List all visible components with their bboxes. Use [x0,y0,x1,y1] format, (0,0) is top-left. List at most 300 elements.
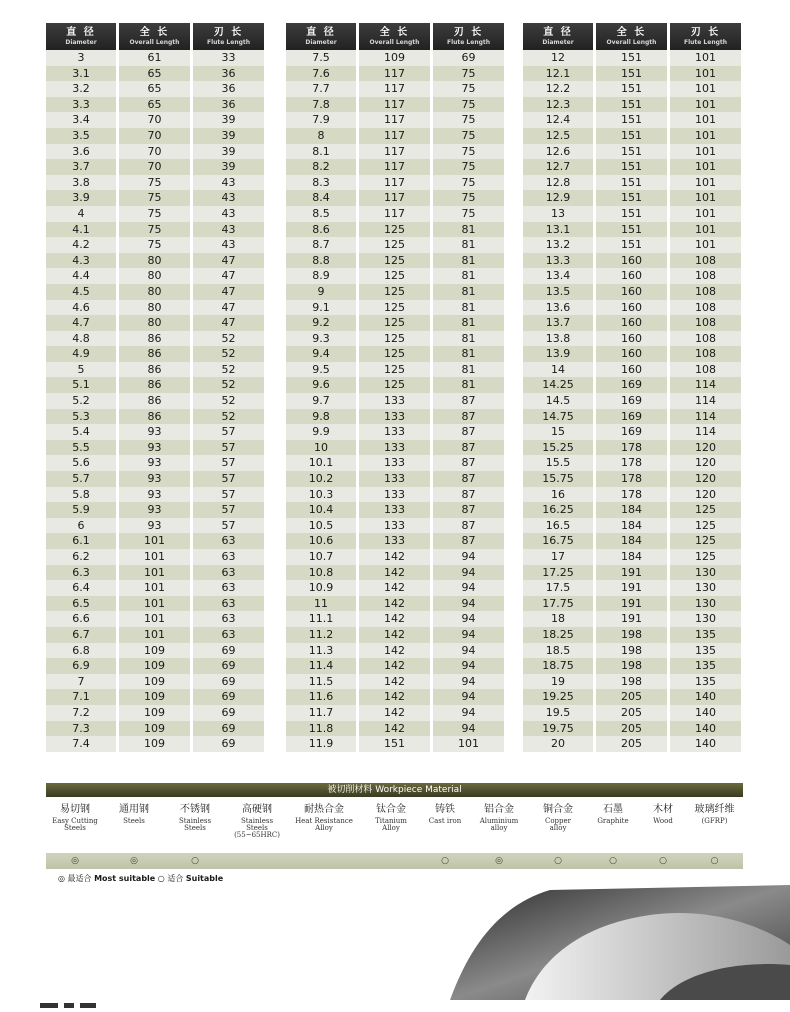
cell-diameter: 10.4 [286,502,356,518]
cell-diameter: 9.3 [286,331,356,347]
material-item [360,805,422,851]
table-row [46,268,264,284]
table-row [46,643,264,659]
table-row [46,455,264,471]
cell-overall-length: 133 [359,440,430,456]
cell-diameter: 8.9 [286,268,356,284]
cell-overall-length: 93 [119,424,190,440]
cell-flute-length: 39 [193,159,264,175]
cell-flute-length: 125 [670,502,741,518]
cell-diameter: 13 [523,206,593,222]
material-name-zh: 耐热合金 [304,804,344,815]
cell-flute-length: 75 [433,159,504,175]
spec-table-body [46,50,264,752]
cell-overall-length: 101 [119,580,190,596]
cell-flute-length: 87 [433,393,504,409]
table-row [286,268,504,284]
table-row [523,565,741,581]
cell-flute-length: 101 [670,222,741,238]
cell-flute-length: 39 [193,112,264,128]
material-name-zh: 不锈钢 [180,804,210,815]
table-row [46,362,264,378]
table-row [286,643,504,659]
cell-flute-length: 87 [433,502,504,518]
header-overall-length: 全 长 Overall Length [119,23,190,50]
cell-diameter: 5 [46,362,116,378]
table-row [523,424,741,440]
cell-diameter: 6 [46,518,116,534]
cell-overall-length: 142 [359,611,430,627]
suitability-mark: ○ [659,856,667,866]
cell-diameter: 7.4 [46,736,116,752]
cell-overall-length: 151 [596,81,667,97]
cell-diameter: 10.3 [286,487,356,503]
cell-diameter: 6.8 [46,643,116,659]
table-row [523,81,741,97]
cell-overall-length: 80 [119,300,190,316]
table-row [46,627,264,643]
cell-overall-length: 65 [119,81,190,97]
cell-diameter: 15.75 [523,471,593,487]
table-row [286,611,504,627]
cell-overall-length: 75 [119,190,190,206]
cell-flute-length: 125 [670,518,741,534]
cell-diameter: 12.5 [523,128,593,144]
cell-diameter: 19.25 [523,689,593,705]
cell-diameter: 5.8 [46,487,116,503]
material-name-en: Wood [653,816,673,825]
cell-flute-length: 135 [670,627,741,643]
cell-overall-length: 133 [359,455,430,471]
material-name-en: Easy Cutting Steels [52,816,98,832]
cell-overall-length: 117 [359,66,430,82]
cell-overall-length: 142 [359,565,430,581]
material-name-en: Steels [123,816,145,825]
cell-overall-length: 101 [119,627,190,643]
cell-flute-length: 108 [670,253,741,269]
cell-flute-length: 140 [670,689,741,705]
cell-diameter: 9.1 [286,300,356,316]
cell-overall-length: 125 [359,253,430,269]
cell-diameter: 15.25 [523,440,593,456]
material-name-zh: 铸铁 [435,804,455,815]
cell-flute-length: 43 [193,190,264,206]
material-item [104,805,164,851]
cell-overall-length: 117 [359,81,430,97]
cell-diameter: 6.6 [46,611,116,627]
table-row [46,284,264,300]
cell-flute-length: 87 [433,487,504,503]
cell-diameter: 14 [523,362,593,378]
cell-overall-length: 125 [359,315,430,331]
table-row [46,736,264,752]
cell-diameter: 7.8 [286,97,356,113]
cell-diameter: 19.5 [523,705,593,721]
cell-flute-length: 87 [433,518,504,534]
cell-overall-length: 109 [119,705,190,721]
cell-overall-length: 125 [359,331,430,347]
table-row [46,580,264,596]
spec-table-2-block [283,23,507,752]
table-row [46,440,264,456]
most-suitable-zh: 最适合 [67,874,92,883]
cell-flute-length: 75 [433,81,504,97]
cell-overall-length: 133 [359,409,430,425]
cell-overall-length: 133 [359,424,430,440]
cell-overall-length: 133 [359,393,430,409]
cell-overall-length: 80 [119,253,190,269]
table-row [523,253,741,269]
cell-diameter: 10.7 [286,549,356,565]
table-row [286,721,504,737]
table-row [46,206,264,222]
cell-overall-length: 160 [596,284,667,300]
table-row [523,502,741,518]
cell-diameter: 13.8 [523,331,593,347]
table-row [46,705,264,721]
table-row [46,66,264,82]
cell-overall-length: 125 [359,284,430,300]
cell-flute-length: 81 [433,331,504,347]
table-row [46,128,264,144]
table-row [286,362,504,378]
cell-flute-length: 57 [193,424,264,440]
cell-flute-length: 57 [193,502,264,518]
cell-flute-length: 36 [193,97,264,113]
cell-flute-length: 108 [670,300,741,316]
cell-flute-length: 57 [193,440,264,456]
cell-diameter: 9.7 [286,393,356,409]
material-name-zh: 高硬钢 [242,804,272,815]
material-name-zh: 石墨 [603,804,623,815]
cell-flute-length: 94 [433,721,504,737]
cell-flute-length: 69 [193,689,264,705]
table-row [46,393,264,409]
cell-diameter: 11.3 [286,643,356,659]
spec-table-1 [43,23,267,752]
cell-diameter: 11.6 [286,689,356,705]
cell-diameter: 3.9 [46,190,116,206]
spec-table-3 [520,23,744,752]
table-row [523,128,741,144]
cell-diameter: 8.3 [286,175,356,191]
cell-overall-length: 184 [596,549,667,565]
suitable-zh: 适合 [167,874,184,883]
table-header-row [523,23,741,50]
cell-overall-length: 125 [359,377,430,393]
cell-overall-length: 80 [119,315,190,331]
cell-flute-length: 108 [670,331,741,347]
cell-flute-length: 47 [193,300,264,316]
cell-flute-length: 125 [670,533,741,549]
cell-diameter: 4.1 [46,222,116,238]
table-row [46,409,264,425]
cell-diameter: 16 [523,487,593,503]
cell-flute-length: 75 [433,128,504,144]
cell-diameter: 5.6 [46,455,116,471]
table-row [46,300,264,316]
cell-flute-length: 94 [433,674,504,690]
cell-overall-length: 70 [119,159,190,175]
cell-flute-length: 108 [670,346,741,362]
cell-overall-length: 160 [596,362,667,378]
table-row [523,471,741,487]
cell-flute-length: 130 [670,565,741,581]
material-item [164,805,226,851]
cell-flute-length: 47 [193,268,264,284]
cell-diameter: 3.7 [46,159,116,175]
cell-diameter: 3.2 [46,81,116,97]
suitability-mark [360,853,422,869]
header-overall-length: 全 长 Overall Length [359,23,430,50]
cell-flute-length: 39 [193,128,264,144]
table-row [46,50,264,66]
cell-diameter: 7.9 [286,112,356,128]
cell-overall-length: 142 [359,721,430,737]
table-row [523,237,741,253]
cell-flute-length: 81 [433,284,504,300]
material-item [226,805,288,851]
cell-overall-length: 142 [359,643,430,659]
cell-overall-length: 191 [596,565,667,581]
cell-diameter: 19 [523,674,593,690]
cell-diameter: 13.7 [523,315,593,331]
cell-diameter: 4.2 [46,237,116,253]
cell-overall-length: 198 [596,643,667,659]
cell-overall-length: 151 [596,128,667,144]
cell-diameter: 17.75 [523,596,593,612]
cell-overall-length: 169 [596,377,667,393]
table-row [286,81,504,97]
cell-overall-length: 151 [596,237,667,253]
cell-overall-length: 160 [596,300,667,316]
table-row [46,253,264,269]
cell-flute-length: 63 [193,580,264,596]
table-row [286,596,504,612]
cell-overall-length: 142 [359,627,430,643]
table-row [523,518,741,534]
cell-flute-length: 125 [670,549,741,565]
cell-flute-length: 114 [670,393,741,409]
cell-diameter: 10 [286,440,356,456]
cell-diameter: 13.1 [523,222,593,238]
cell-flute-length: 52 [193,377,264,393]
cell-flute-length: 52 [193,362,264,378]
cell-diameter: 7 [46,674,116,690]
cell-flute-length: 94 [433,596,504,612]
cell-flute-length: 120 [670,455,741,471]
table-row [46,658,264,674]
cell-flute-length: 108 [670,268,741,284]
cell-flute-length: 87 [433,424,504,440]
cell-flute-length: 140 [670,721,741,737]
table-row [46,159,264,175]
table-row [523,658,741,674]
cell-overall-length: 93 [119,518,190,534]
table-row [46,81,264,97]
cell-overall-length: 205 [596,736,667,752]
cell-diameter: 17 [523,549,593,565]
table-row [523,643,741,659]
cell-overall-length: 86 [119,331,190,347]
cell-diameter: 8.7 [286,237,356,253]
cell-overall-length: 75 [119,175,190,191]
cell-overall-length: 117 [359,128,430,144]
suitable-symbol: ○ [157,874,165,883]
cell-overall-length: 61 [119,50,190,66]
table-row [286,97,504,113]
table-row [286,128,504,144]
table-row [46,97,264,113]
cell-diameter: 5.4 [46,424,116,440]
cell-overall-length: 125 [359,237,430,253]
cell-overall-length: 101 [119,611,190,627]
cell-diameter: 9.4 [286,346,356,362]
cell-flute-length: 135 [670,674,741,690]
cell-flute-length: 47 [193,284,264,300]
cell-diameter: 15.5 [523,455,593,471]
table-row [46,237,264,253]
cell-flute-length: 47 [193,253,264,269]
cell-diameter: 19.75 [523,721,593,737]
material-name-zh: 铜合金 [543,804,573,815]
spec-table-body [286,50,504,752]
cell-overall-length: 151 [596,66,667,82]
workpiece-material-title: 被切削材料 Workpiece Material [46,783,743,797]
table-row [286,377,504,393]
cell-flute-length: 81 [433,300,504,316]
cell-overall-length: 160 [596,315,667,331]
table-row [286,627,504,643]
cell-overall-length: 191 [596,596,667,612]
cell-diameter: 11.7 [286,705,356,721]
table-row [286,253,504,269]
table-row [523,144,741,160]
cell-diameter: 9 [286,284,356,300]
cell-diameter: 3.1 [46,66,116,82]
table-row [523,736,741,752]
cell-flute-length: 101 [670,190,741,206]
cell-diameter: 8.6 [286,222,356,238]
cell-diameter: 10.5 [286,518,356,534]
table-row [523,596,741,612]
cell-flute-length: 63 [193,596,264,612]
suitability-mark: ○ [710,856,719,866]
table-header-row [286,23,504,50]
cell-overall-length: 101 [119,533,190,549]
table-row [286,518,504,534]
cell-overall-length: 198 [596,627,667,643]
cell-flute-length: 101 [670,175,741,191]
cell-overall-length: 109 [119,658,190,674]
cell-diameter: 5.5 [46,440,116,456]
cell-diameter: 12.8 [523,175,593,191]
cell-overall-length: 184 [596,518,667,534]
cell-overall-length: 93 [119,471,190,487]
cell-flute-length: 135 [670,658,741,674]
cell-flute-length: 63 [193,549,264,565]
cell-flute-length: 101 [670,50,741,66]
cell-diameter: 9.6 [286,377,356,393]
table-row [523,190,741,206]
cell-flute-length: 101 [670,112,741,128]
cell-diameter: 8.2 [286,159,356,175]
cell-diameter: 3.4 [46,112,116,128]
cell-flute-length: 39 [193,144,264,160]
table-row [46,315,264,331]
cell-flute-length: 81 [433,346,504,362]
cell-diameter: 13.9 [523,346,593,362]
table-row [46,190,264,206]
cell-overall-length: 93 [119,487,190,503]
table-row [523,112,741,128]
table-row [523,533,741,549]
material-name-en: Graphite [597,816,629,825]
table-row [286,705,504,721]
cell-overall-length: 117 [359,175,430,191]
cell-overall-length: 93 [119,440,190,456]
cell-diameter: 18.5 [523,643,593,659]
cell-flute-length: 81 [433,377,504,393]
cell-diameter: 8.4 [286,190,356,206]
cell-diameter: 6.9 [46,658,116,674]
cell-flute-length: 140 [670,705,741,721]
table-row [286,455,504,471]
cell-diameter: 6.7 [46,627,116,643]
spec-table-body [523,50,741,752]
cell-overall-length: 169 [596,393,667,409]
material-item [686,805,743,851]
cell-overall-length: 191 [596,580,667,596]
cell-diameter: 14.25 [523,377,593,393]
cell-flute-length: 130 [670,611,741,627]
cell-flute-length: 75 [433,66,504,82]
table-row [523,159,741,175]
cell-diameter: 3.5 [46,128,116,144]
cell-overall-length: 109 [119,736,190,752]
cell-diameter: 18 [523,611,593,627]
cell-diameter: 11.8 [286,721,356,737]
cell-diameter: 10.9 [286,580,356,596]
spec-table-1-block [43,23,267,752]
suitability-legend [58,873,743,885]
cell-flute-length: 87 [433,533,504,549]
table-row [286,487,504,503]
cell-overall-length: 205 [596,705,667,721]
table-row [523,315,741,331]
cell-flute-length: 75 [433,206,504,222]
header-flute-length: 刃 长 Flute Length [670,23,741,50]
table-row [523,300,741,316]
table-row [286,533,504,549]
table-row [286,471,504,487]
cell-flute-length: 114 [670,377,741,393]
cell-flute-length: 57 [193,518,264,534]
cell-flute-length: 101 [670,159,741,175]
cell-diameter: 11.1 [286,611,356,627]
table-row [46,518,264,534]
drill-photo-image [430,885,790,1000]
table-row [286,502,504,518]
cell-diameter: 6.5 [46,596,116,612]
cell-flute-length: 101 [670,144,741,160]
cell-flute-length: 69 [433,50,504,66]
table-row [286,409,504,425]
material-item [640,805,686,851]
cell-overall-length: 169 [596,409,667,425]
material-item [422,805,468,851]
material-item [46,805,104,851]
